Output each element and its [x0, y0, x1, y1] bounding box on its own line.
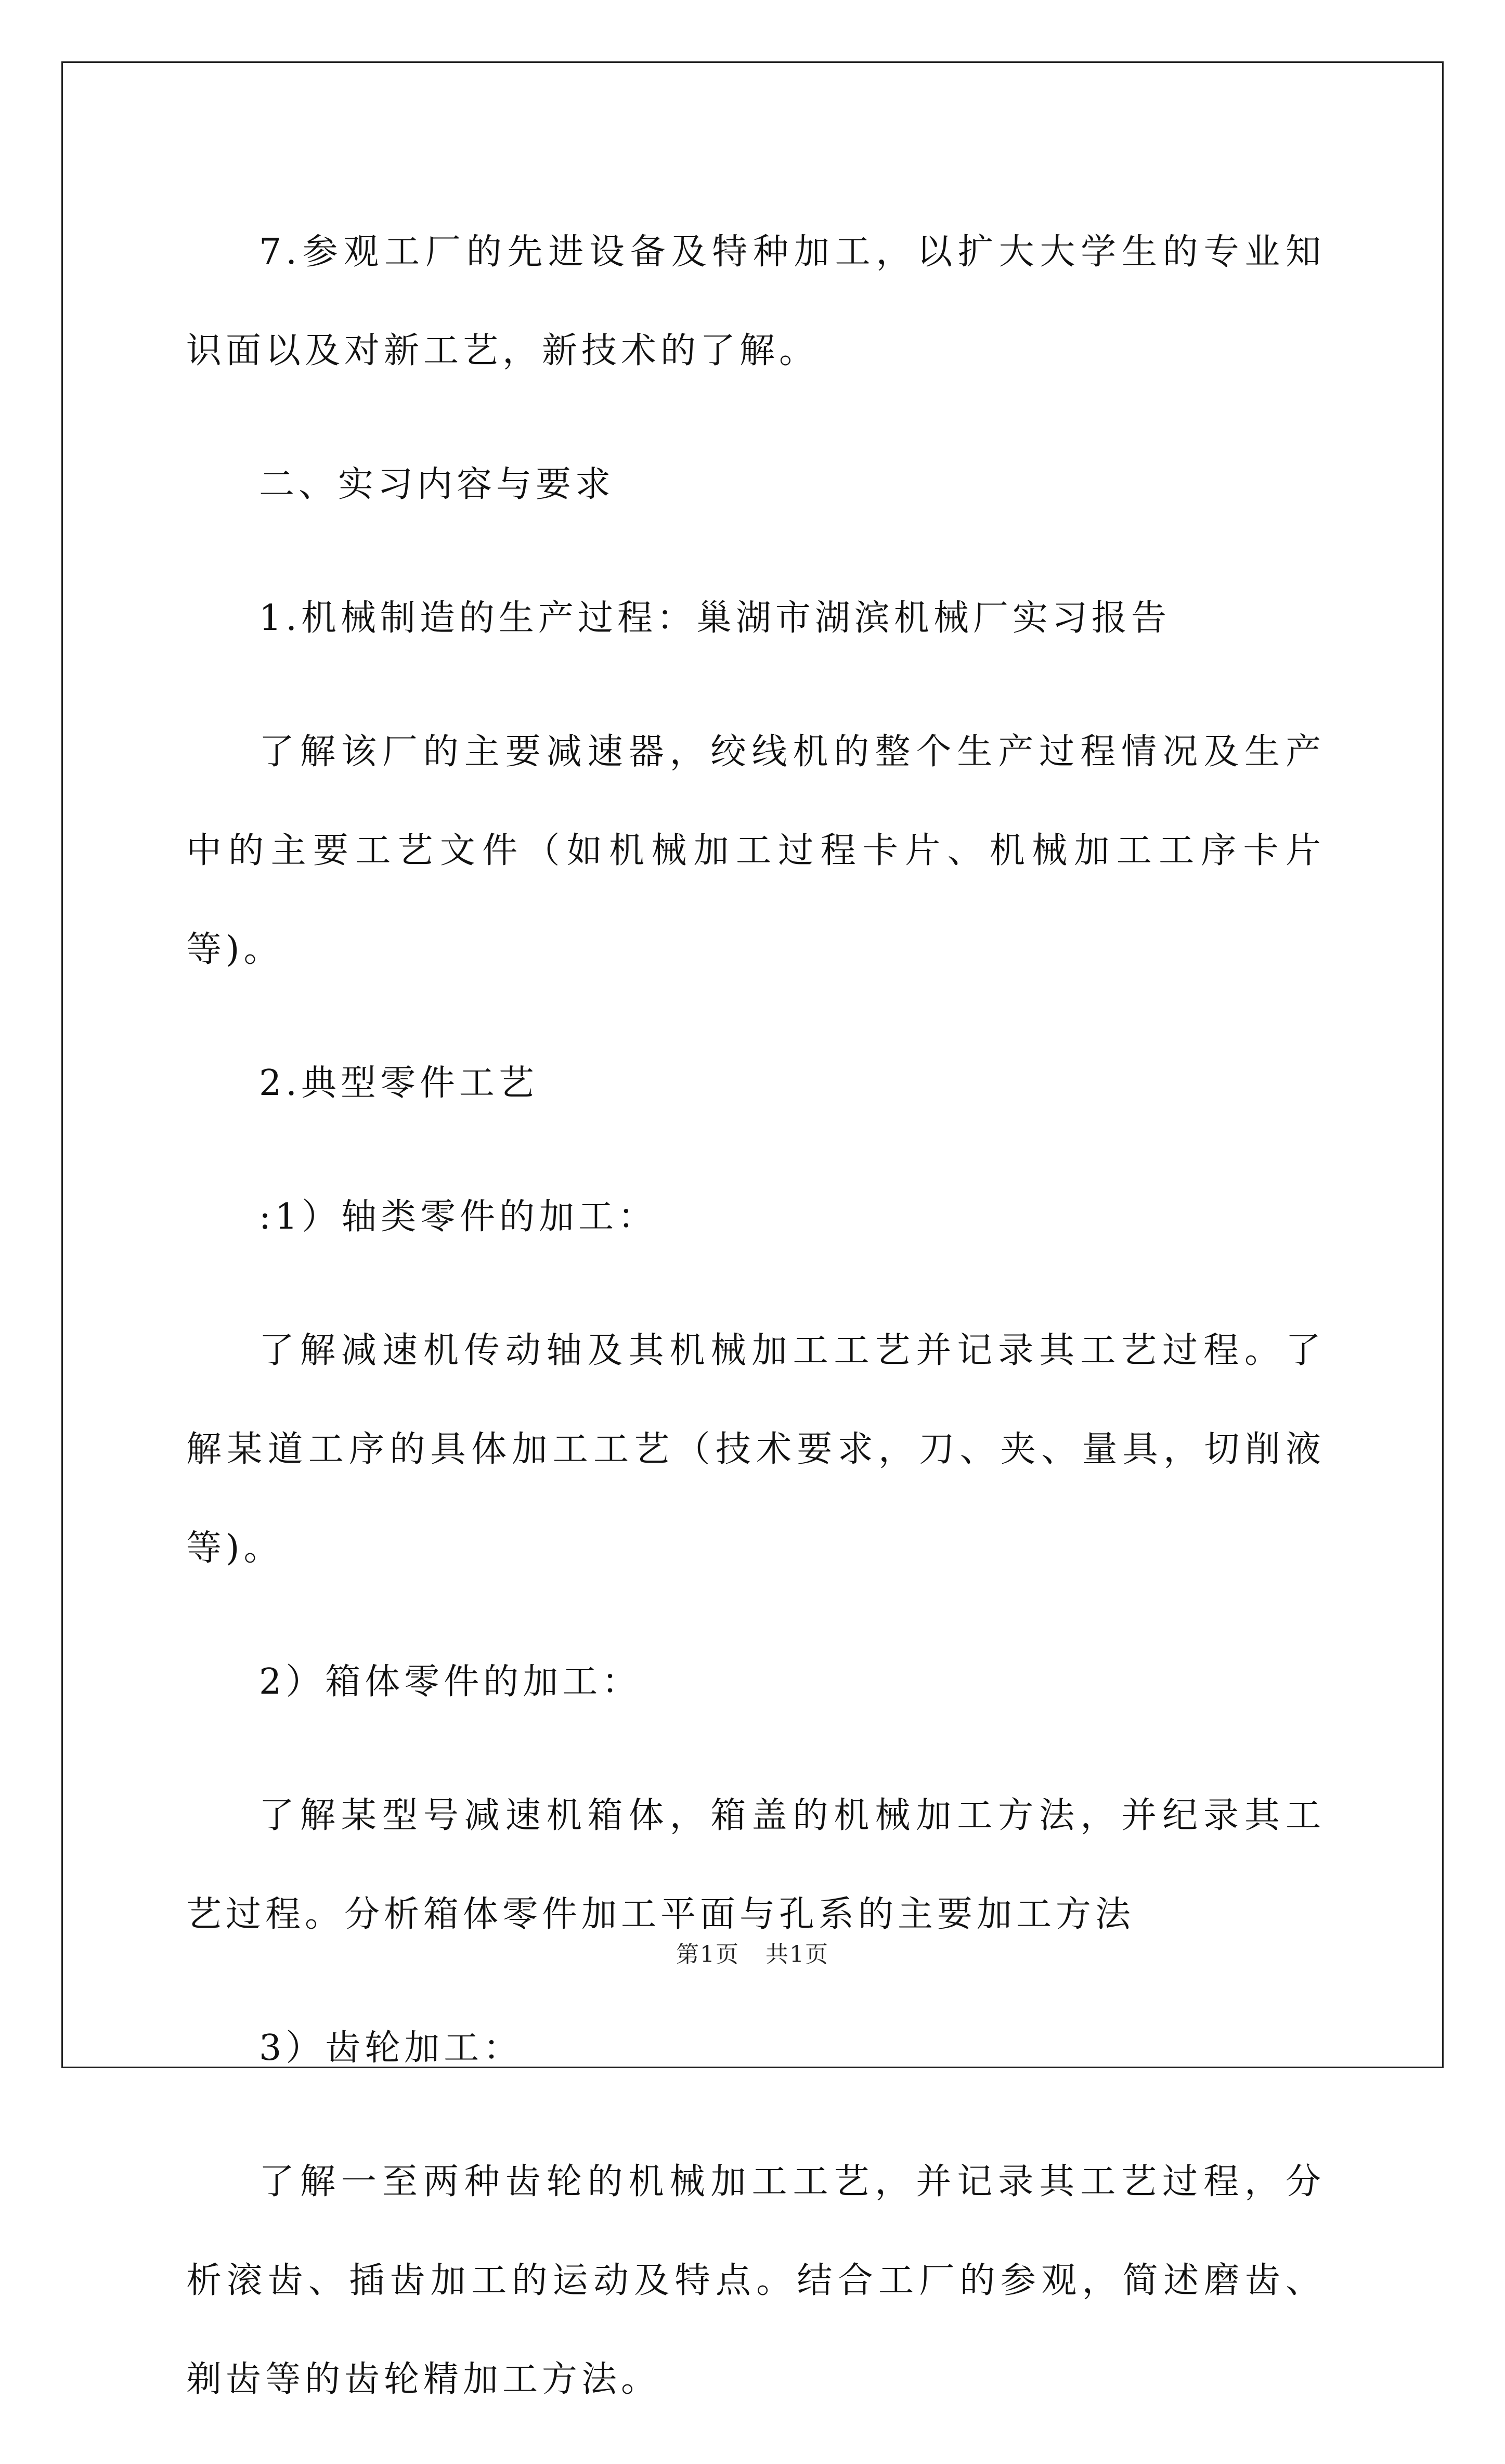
paragraph-7: 了解减速机传动轴及其机械加工工艺并记录其工艺过程。了解某道工序的具体加工工艺（技术要求，刀、夹、量具，切削液等)。	[186, 1330, 1325, 1569]
page-total: 共1页	[766, 1941, 829, 1968]
subheading-gear-processing: 3）齿轮加工：	[259, 2028, 523, 2069]
section-heading: 二、实习内容与要求	[259, 464, 615, 505]
paragraph-1: 7.参观工厂的先进设备及特种加工，以扩大大学生的专业知识面以及对新工艺，新技术的了解。	[186, 231, 1325, 371]
page-footer	[0, 1939, 1505, 1970]
paragraph-11: 了解一至两种齿轮的机械加工工艺，并记录其工艺过程，分析滚齿、插齿加工的运动及特点。结合工厂的参观，简述磨齿、剃齿等的齿轮精加工方法。	[186, 2161, 1325, 2400]
page-number: 第1页	[676, 1941, 739, 1968]
subheading-shaft-parts: :1）轴类零件的加工：	[259, 1196, 658, 1237]
subheading-box-parts: 2）箱体零件的加工：	[259, 1661, 642, 1702]
paragraph-4: 了解该厂的主要减速器，绞线机的整个生产过程情况及生产中的主要工艺文件（如机械加工过程卡片、机械加工工序卡片等)。	[186, 731, 1325, 970]
document-body	[186, 203, 1325, 2464]
paragraph-9: 了解某型号减速机箱体，箱盖的机械加工方法，并纪录其工艺过程。分析箱体零件加工平面与孔系的主要加工方法	[186, 1795, 1325, 1935]
subheading-typical-parts: 2.典型零件工艺	[259, 1063, 538, 1104]
paragraph-3: 1.机械制造的生产过程：巢湖市湖滨机械厂实习报告	[259, 598, 1171, 639]
